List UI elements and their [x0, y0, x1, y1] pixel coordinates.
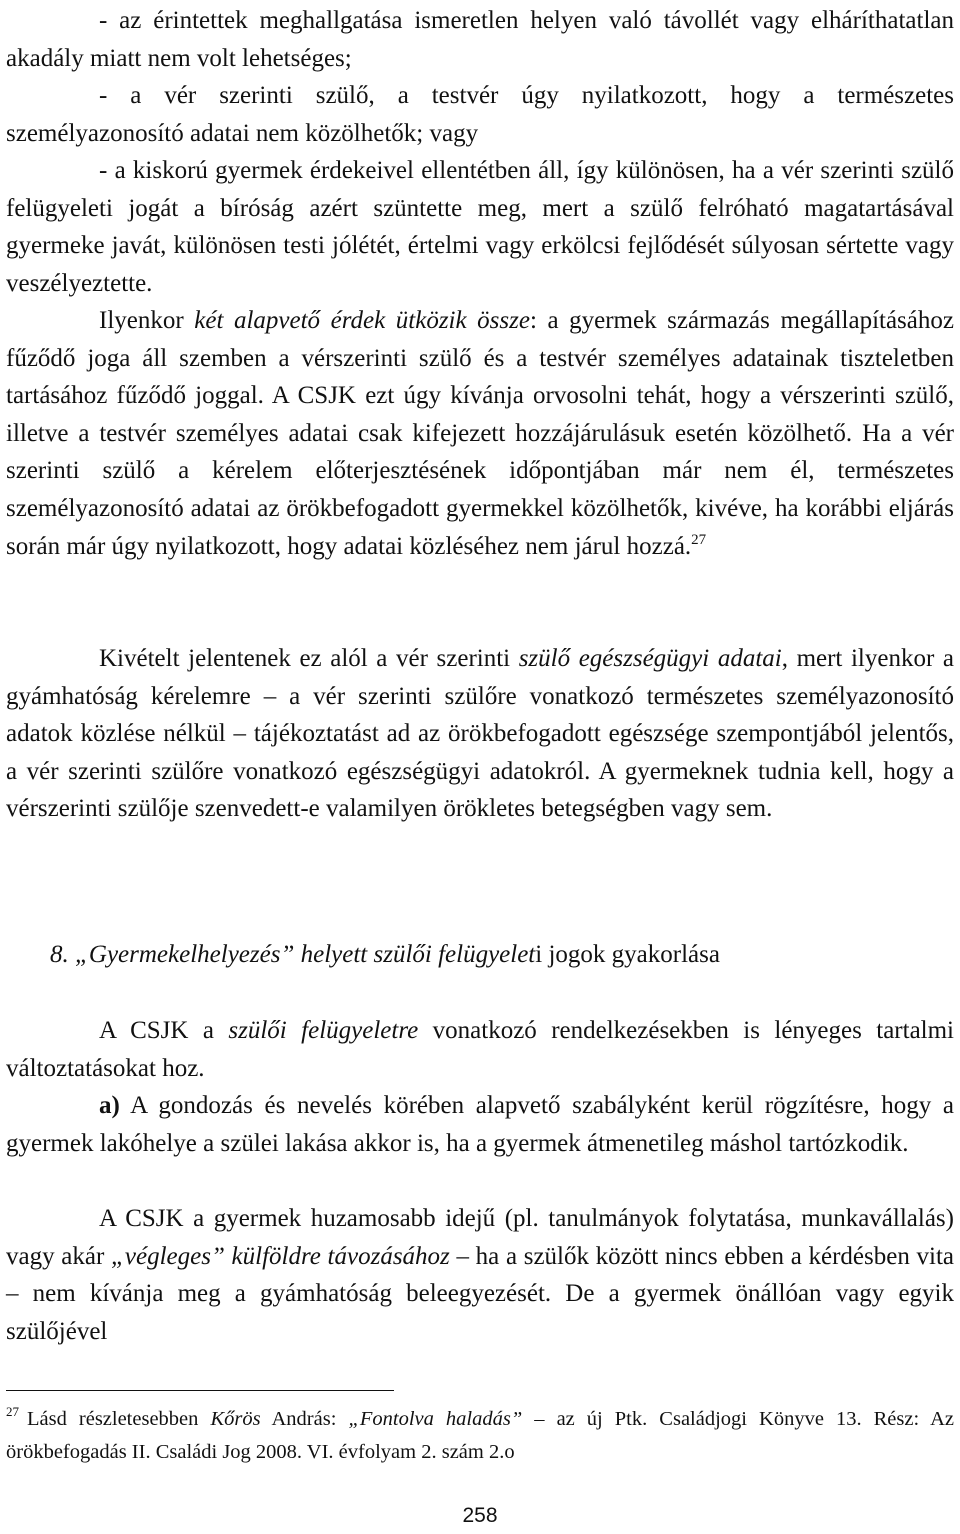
- footnote-text: András:: [260, 1408, 349, 1430]
- heading-suffix: i jogok gyakorlása: [535, 941, 720, 968]
- paragraph-health-data-exception: [6, 640, 954, 828]
- paragraph-condition-child-interest: [6, 152, 954, 302]
- list-label: a): [99, 1092, 120, 1119]
- page-number: 258: [462, 1504, 498, 1527]
- paragraph-text: - a kiskorú gyermek érdekeivel ellentétben áll, így különösen, ha a vér szerinti szülő felügyeleti jogát a bíróság azért szüntette meg, mert a szülő felróható magatartásával gyermeke javát, különösen testi jólétét, értelmi vagy erkölcsi fejlődését súlyosan sértette vagy veszélyeztette.: [6, 157, 954, 297]
- paragraph-text: A CSJK a: [99, 1017, 229, 1044]
- paragraph-residence-rule: [6, 1087, 954, 1162]
- paragraph-parental-supervision: [6, 1012, 954, 1087]
- section-heading: [50, 936, 950, 973]
- heading-title: 8. „Gyermekelhelyezés” helyett szülői felügyelet: [50, 941, 536, 968]
- emphasis-text: szülő egészségügyi adatai: [518, 645, 782, 672]
- footnote-text: – az új Ptk. Családjogi Könyve 13. Rész: Az örökbefogadás II. Családi Jog 2008. VI. évfolyam 2. szám 2.o: [6, 1408, 954, 1463]
- paragraph-abroad-move: [6, 1200, 954, 1350]
- footnote-author: Kőrös: [210, 1408, 261, 1430]
- paragraph-condition-absence: [6, 2, 954, 77]
- footnote-reference[interactable]: 27: [691, 531, 707, 548]
- paragraph-text: - az érintettek meghallgatása ismeretlen helyen való távollét vagy elháríthatatlan akadály miatt nem volt lehetséges;: [6, 7, 954, 72]
- paragraph-text: – ha a szülők között nincs ebben a kérdésben vita – nem kívánja meg a gyámhatóság beleegyezését. De a gyermek önállóan vagy egyik szülőjével: [6, 1242, 954, 1345]
- footnote-number: 27: [6, 1404, 19, 1419]
- paragraph-text: : a gyermek származás megállapításához fűződő joga áll szemben a vérszerinti szülő és a testvér személyes adatainak tiszteletben tartásához fűződő joggal. A CSJK ezt úgy kívánja orvosolni tehát, hogy a vérszerinti szülő, illetve a testvér személyes adatai csak kifejezett hozzájárulásuk esetén közölhető. Ha a vér szerinti szülő a kérelem előterjesztésének időpontjában már nem él, természetes személyazonosító adatai az örökbefogadott gyermekkel közölhetők, kivéve, ha korábbi eljárás során már úgy nyilatkozott, hogy adatai közléséhez nem járul hozzá.: [6, 307, 954, 560]
- footnote-divider: [6, 1390, 394, 1391]
- emphasis-text: szülői felügyeletre: [228, 1017, 419, 1044]
- emphasis-text: „végleges” külföldre távozásához: [110, 1242, 450, 1270]
- footnote-title: „Fontolva haladás”: [348, 1408, 523, 1430]
- paragraph-text: - a vér szerinti szülő, a testvér úgy nyilatkozott, hogy a természetes személyazonosító adatai nem közölhetők; vagy: [6, 82, 954, 147]
- emphasis-text: két alapvető érdek ütközik össze: [194, 307, 530, 334]
- paragraph-text: A gondozás és nevelés körében alapvető szabályként kerül rögzítésre, hogy a gyermek lakóhelye a szülei lakása akkor is, ha a gyermek átmenetileg máshol tartózkodik.: [6, 1092, 954, 1157]
- footnote-text: Lásd részletesebben: [27, 1408, 211, 1430]
- paragraph-text: vonatkozó rendelkezésekben is lényeges tartalmi változtatásokat hoz.: [6, 1017, 955, 1082]
- paragraph-text: A CSJK a gyermek huzamosabb idejű (pl. tanulmányok folytatása, munkavállalás) vagy akár: [6, 1205, 954, 1270]
- paragraph-condition-declaration: [6, 77, 954, 152]
- paragraph-text: Ilyenkor: [99, 307, 195, 334]
- footnote: [6, 1403, 954, 1469]
- paragraph-text: , mert ilyenkor a gyámhatóság kérelemre – a vér szerinti szülőre vonatkozó természetes személyazonosító adatok közlése nélkül – tájékoztatást ad az örökbefogadott egészsége szempontjából jelentős, a vér szerinti szülőre vonatkozó egészségügyi adatokról. A gyermeknek tudnia kell, hogy a vérszerinti szülője szenvedett-e valamilyen örökletes betegségben vagy sem.: [6, 645, 954, 823]
- paragraph-conflicting-interests: [6, 302, 954, 565]
- paragraph-text: Kivételt jelentenek ez alól a vér szerinti: [99, 645, 519, 672]
